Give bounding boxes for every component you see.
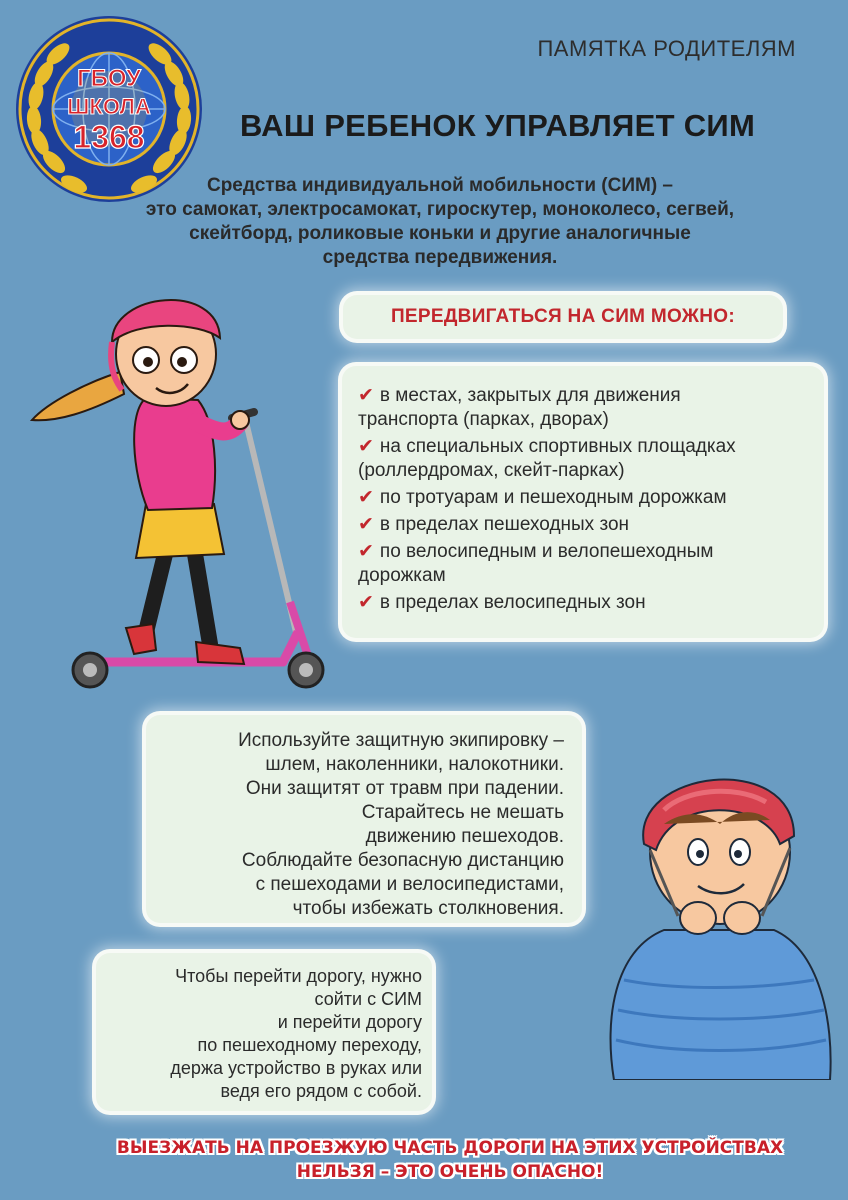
warning-line: ВЫЕЗЖАТЬ НА ПРОЕЗЖУЮ ЧАСТЬ ДОРОГИ НА ЭТИХ УСТРОЙСТВАХ xyxy=(116,1138,784,1158)
allowed-list xyxy=(342,366,824,638)
equipment-line: Старайтесь не мешать xyxy=(361,802,564,823)
list-item xyxy=(358,384,824,432)
list-item xyxy=(358,591,824,615)
intro-line: Средства индивидуальной мобильности (СИМ) – xyxy=(206,175,674,196)
check-icon: ✔ xyxy=(358,514,374,535)
equipment-line: движению пешеходов. xyxy=(365,826,564,847)
intro-line: это самокат, электросамокат, гироскутер, моноколесо, сегвей, xyxy=(145,199,735,220)
list-item-text: дорожкам xyxy=(358,565,446,586)
page-title: ВАШ РЕБЕНОК УПРАВЛЯЕТ СИМ xyxy=(240,108,756,143)
equipment-line: шлем, наколенники, налокотники. xyxy=(265,754,564,775)
logo-line-2: ШКОЛА xyxy=(67,94,151,119)
equipment-tips xyxy=(146,715,582,923)
equipment-line: чтобы избежать столкновения. xyxy=(292,898,564,919)
equipment-line: Они защитят от травм при падении. xyxy=(245,778,564,799)
check-icon: ✔ xyxy=(358,592,374,613)
warning-text xyxy=(60,1136,840,1184)
check-icon: ✔ xyxy=(358,385,374,406)
equipment-line: Используйте защитную экипировку – xyxy=(238,730,564,751)
intro-paragraph xyxy=(70,174,810,270)
list-item xyxy=(358,540,824,588)
equipment-line: Соблюдайте безопасную дистанцию xyxy=(241,850,564,871)
list-item-text: в пределах пешеходных зон xyxy=(379,514,630,535)
equipment-line: с пешеходами и велосипедистами, xyxy=(255,874,564,895)
crossing-line: ведя его рядом с собой. xyxy=(220,1081,422,1101)
crossing-line: сойти с СИМ xyxy=(314,989,422,1009)
crossing-line: и перейти дорогу xyxy=(277,1012,422,1032)
girl-on-scooter-illustration xyxy=(28,272,338,692)
list-item xyxy=(358,435,824,483)
crossing-line: по пешеходному переходу, xyxy=(197,1035,422,1055)
list-item-text: в местах, закрытых для движения xyxy=(379,385,681,406)
list-item-text: (роллердромах, скейт-парках) xyxy=(358,460,625,481)
crossing-line: держа устройство в руках или xyxy=(170,1058,422,1078)
check-icon: ✔ xyxy=(358,487,374,508)
list-item xyxy=(358,513,824,537)
header-subtitle: ПАМЯТКА РОДИТЕЛЯМ xyxy=(537,36,796,61)
crossing-line: Чтобы перейти дорогу, нужно xyxy=(175,966,422,986)
list-item-text: по тротуарам и пешеходным дорожкам xyxy=(379,487,727,508)
logo-line-3: 1368 xyxy=(73,119,145,155)
crossing-instructions xyxy=(96,953,432,1111)
check-icon: ✔ xyxy=(358,541,374,562)
check-icon: ✔ xyxy=(358,436,374,457)
list-item xyxy=(358,486,824,510)
allowed-heading: ПЕРЕДВИГАТЬСЯ НА СИМ МОЖНО: xyxy=(343,295,783,339)
list-item-text: транспорта (парках, дворах) xyxy=(358,409,609,430)
boy-with-helmet-illustration xyxy=(594,740,838,1080)
list-item-text: на специальных спортивных площадках xyxy=(379,436,736,457)
warning-line: НЕЛЬЗЯ – ЭТО ОЧЕНЬ ОПАСНО! xyxy=(296,1162,604,1182)
logo-line-1: ГБОУ xyxy=(77,65,141,92)
list-item-text: в пределах велосипедных зон xyxy=(379,592,646,613)
intro-line: скейтборд, роликовые коньки и другие аналогичные xyxy=(189,223,691,244)
list-item-text: по велосипедным и велопешеходным xyxy=(379,541,714,562)
intro-line: средства передвижения. xyxy=(322,247,558,268)
